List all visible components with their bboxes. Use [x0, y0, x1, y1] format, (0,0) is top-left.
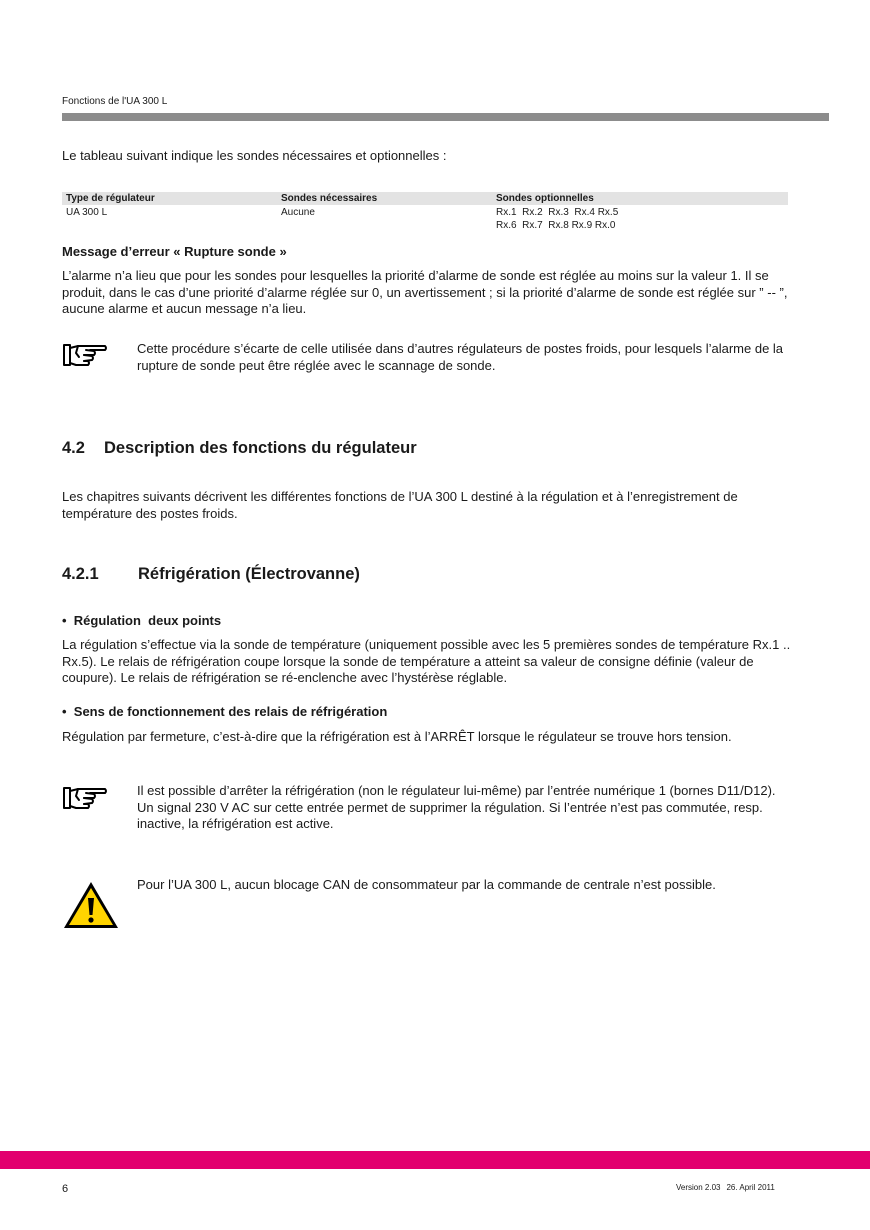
version-date: 26. April 2011	[726, 1183, 775, 1192]
note-text-1: Cette procédure s’écarte de celle utilisée dans d’autres régulateurs de postes froids, pour lesquels l’alarme de la rupture de sonde peut être réglée avec le scannage de sonde.	[137, 341, 784, 373]
table-header-required: Sondes nécessaires	[277, 192, 492, 205]
table-cell-optional	[492, 205, 788, 233]
bullet-heading-two-point-control: • Régulation deux points	[62, 613, 222, 628]
bullet-body-two-point-control: La régulation s’effectue via la sonde de température (uniquement possible avec les 5 premières sondes de température Rx.1 .. Rx.5). Le relais de réfrigération coupe lorsque la sonde de température a atteint sa valeur de consigne définie (valeur de coupure). Le relais de réfrigération se ré-enclenche avec l’hystérèse réglable.	[62, 637, 791, 685]
section-4-2-body: Les chapitres suivants décrivent les différentes fonctions de l’UA 300 L destiné à la régulation et à l’enregistrement de température des postes froids.	[62, 489, 738, 521]
note-text-2: Il est possible d’arrêter la réfrigération (non le régulateur lui-même) par l’entrée numérique 1 (bornes D11/D12). Un signal 230 V AC sur cette entrée permet de supprimer la régulation. Si l’entrée n’est pas commutée, resp. inactive, la réfrigération est active.	[137, 783, 776, 831]
table-row	[62, 205, 788, 233]
section-4-2-heading	[62, 439, 417, 458]
page-number: 6	[62, 1183, 69, 1195]
sensor-table	[62, 192, 788, 233]
section-4-2-number: 4.2	[62, 439, 85, 457]
section-4-2-1-heading	[62, 565, 360, 584]
footer-accent-bar	[0, 1151, 870, 1169]
table-cell-type: UA 300 L	[66, 207, 108, 218]
version-info	[676, 1183, 781, 1192]
optional-sensors-line-2: Rx.6 Rx.7 Rx.8 Rx.9 Rx.0	[496, 220, 616, 231]
section-4-2-1-number: 4.2.1	[62, 565, 99, 583]
table-header-optional: Sondes optionnelles	[492, 192, 788, 205]
bullet-body-relay-direction: Régulation par fermeture, c’est-à-dire que la réfrigération est à l’ARRÊT lorsque le régulateur se trouve hors tension.	[62, 729, 732, 744]
pointing-hand-icon	[62, 785, 108, 816]
table-header-row	[62, 192, 788, 205]
version-label: Version 2.03	[676, 1183, 721, 1192]
running-header: Fonctions de l'UA 300 L	[62, 96, 168, 107]
table-header-type: Type de régulateur	[62, 192, 277, 205]
header-rule	[62, 113, 829, 121]
pointing-hand-icon	[62, 342, 108, 373]
optional-sensors-line-1: Rx.1 Rx.2 Rx.3 Rx.4 Rx.5	[496, 207, 619, 218]
warning-text: Pour l’UA 300 L, aucun blocage CAN de consommateur par la commande de centrale n’est possible.	[137, 877, 716, 892]
warning-triangle-icon	[62, 880, 120, 935]
section-4-2-1-title: Réfrigération (Électrovanne)	[138, 565, 360, 583]
bullet-heading-relay-direction: • Sens de fonctionnement des relais de réfrigération	[62, 704, 388, 719]
table-cell-required: Aucune	[281, 207, 315, 218]
section-4-2-title: Description des fonctions du régulateur	[104, 439, 417, 457]
error-message-heading: Message d’erreur « Rupture sonde »	[62, 244, 287, 259]
intro-text: Le tableau suivant indique les sondes nécessaires et optionnelles :	[62, 148, 447, 163]
error-message-body: L’alarme n’a lieu que pour les sondes pour lesquelles la priorité d’alarme de sonde est réglée au moins sur la valeur 1. Il se produit, dans le cas d’une priorité d’alarme réglée sur 0, un avertissement ; si la priorité d’alarme de sonde est réglée sur ” -- ”, aucune alarme et aucun message n’a lieu.	[62, 268, 788, 316]
